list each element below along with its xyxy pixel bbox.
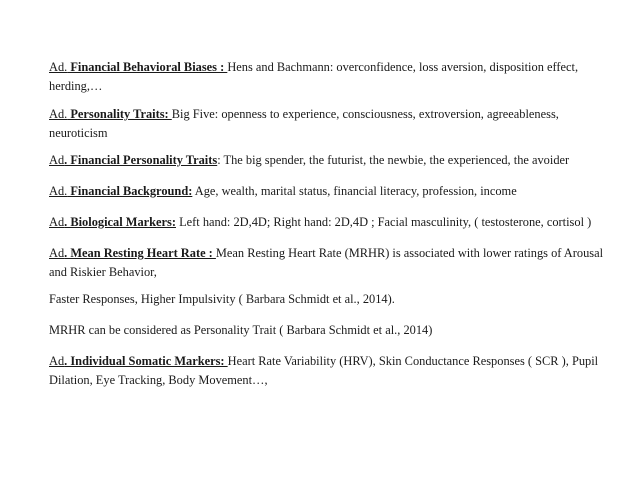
paragraph-term: . Financial Personality Traits [64, 153, 218, 167]
paragraph-text: : The big spender, the futurist, the newbie, the experienced, the avoider [217, 153, 570, 167]
paragraph-text: Left hand: 2D,4D; Right hand: 2D,4D ; Facial masculinity, ( testosterone, cortisol ) [176, 215, 592, 229]
paragraph-personality-traits [49, 105, 609, 143]
paragraph-text: Faster Responses, Higher Impulsivity ( Barbara Schmidt et al., 2014). [49, 292, 395, 306]
paragraph-biological-markers [49, 213, 609, 232]
paragraph-term: Financial Behavioral Biases : [67, 60, 228, 74]
paragraph-prefix: Ad [49, 246, 65, 260]
paragraph-text: Hens and Bachmann: overconfidence, loss aversion, disposition effect, herding,… [49, 60, 579, 93]
paragraph-term: Financial Background: [67, 184, 193, 198]
paragraph-prefix: Ad. [49, 107, 68, 121]
paragraph-individual-somatic-markers [49, 352, 609, 390]
paragraph-term: . Individual Somatic Markers: [64, 354, 228, 368]
paragraph-term: . Biological Markers: [64, 215, 176, 229]
paragraph-mean-resting-heart-rate [49, 244, 609, 282]
paragraph-prefix: Ad [49, 354, 65, 368]
paragraph-prefix: Ad. [49, 60, 68, 74]
paragraph-financial-background [49, 182, 609, 201]
paragraph-financial-personality-traits [49, 151, 609, 170]
paragraph-text: Big Five: openness to experience, consciousness, extroversion, agreeableness, neuroticism [49, 107, 559, 140]
paragraph-text: Heart Rate Variability (HRV), Skin Conductance Responses ( SCR ), Pupil Dilation, Eye Tracking, Body Movement…, [49, 354, 599, 387]
paragraph-prefix: Ad [49, 215, 65, 229]
paragraph-text: Mean Resting Heart Rate (MRHR) is associated with lower ratings of Arousal and Riskier Behavior, [49, 246, 604, 279]
paragraph-prefix: Ad [49, 153, 65, 167]
paragraph-prefix: Ad. [49, 184, 68, 198]
paragraph-financial-behavioral-biases [49, 58, 609, 96]
paragraph-term: . Mean Resting Heart Rate : [64, 246, 216, 260]
paragraph-text: MRHR can be considered as Personality Trait ( Barbara Schmidt et al., 2014) [49, 323, 433, 337]
paragraph-mrhr-personality-trait [49, 321, 609, 340]
paragraph-text: Age, wealth, marital status, financial literacy, profession, income [192, 184, 517, 198]
paragraph-faster-responses [49, 290, 609, 309]
paragraph-term: Personality Traits: [67, 107, 172, 121]
